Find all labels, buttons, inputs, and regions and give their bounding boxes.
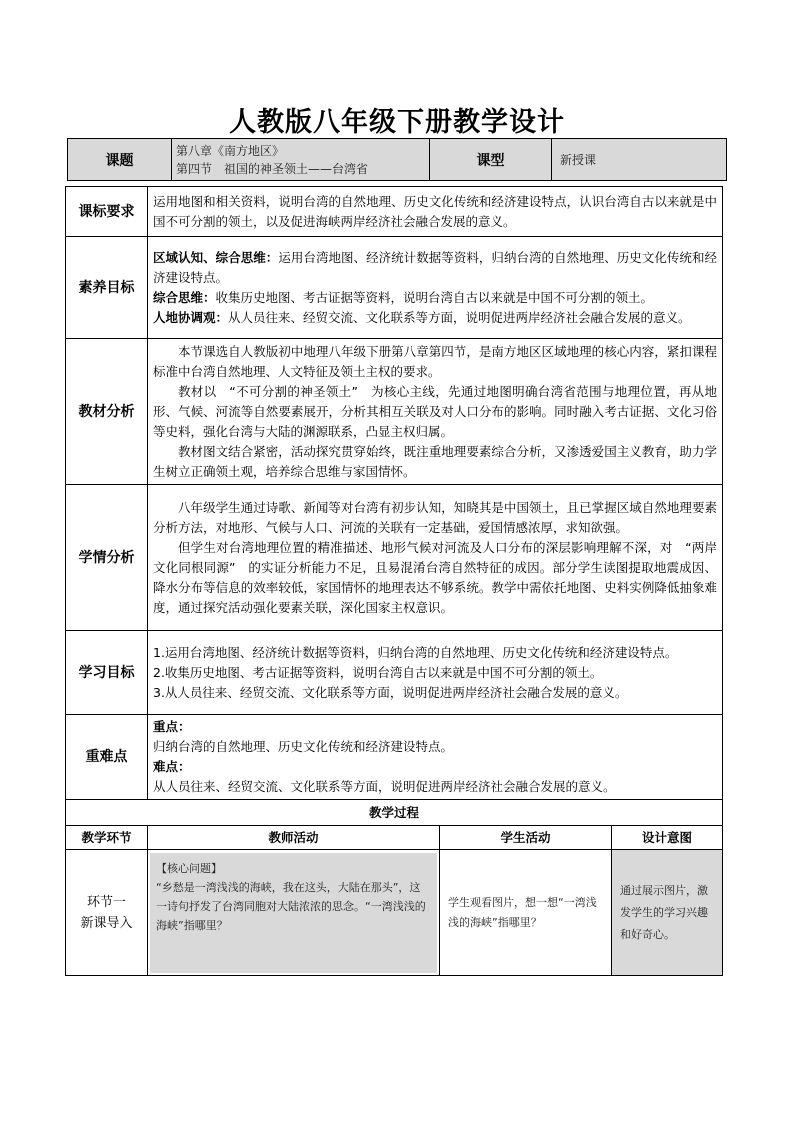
type-label: 课型 [430,139,552,181]
literacy-row [66,237,723,339]
chapter-text: 第八章《南方地区》 [176,143,285,158]
process-title: 教学过程 [66,800,723,826]
textbook-content [148,339,723,485]
keypoints-row [66,715,723,800]
textbook-paragraph: 教材图文结合紧密，活动探究贯穿始终，既注重地理要素综合分析，又渗透爱国主义教育，助力学生树立正确领土观，培养综合思维与家国情怀。 [153,443,718,479]
type-value: 新授课 [552,139,727,181]
difficulty-text: 从人员往来、经贸交流、文化联系等方面，说明促进两岸经济社会融合发展的意义。 [153,779,616,794]
design-intent-text: 通过展示图片，激发学生的学习兴趣和好奇心。 [620,883,708,941]
standards-label: 课标要求 [66,187,148,237]
literacy-item: 综合思维：收集历史地图、考古证据等资料，说明台湾自古以来就是中国不可分割的领土。 [153,289,654,305]
stage-cell [66,850,148,976]
teacher-activity-text: “乡愁是一湾浅浅的海峡，我在这头，大陆在那头”，这一诗句抒发了台湾同胞对大陆浓浓的思念。“一湾浅浅的海峡”指哪里？ [156,880,426,932]
stage-number: 环节一 [86,894,126,910]
col-student-header: 学生活动 [440,826,612,850]
process-title-row [66,800,723,826]
topic-value [172,139,430,181]
col-teacher-header: 教师活动 [148,826,440,850]
objectives-row [66,631,723,715]
difficulty-heading: 难点： [153,759,191,774]
literacy-content [148,237,723,339]
standards-row [66,187,723,237]
col-stage-header: 教学环节 [66,826,148,850]
textbook-paragraph: 本节课选自人教版初中地理八年级下册第八章第四节，是南方地区区域地理的核心内容，紧扣课程标准中台湾自然地理、人文特征及领土主权的要求。 [153,343,718,379]
literacy-item: 区域认知、综合思维：运用台湾地图、经济统计数据等资料，归纳台湾的自然地理、历史文化传统和经济建设特点。 [153,249,717,285]
topic-label: 课题 [68,139,172,181]
core-question-heading: 【核心问题】 [156,861,222,875]
objectives-content [148,631,723,715]
standards-text: 运用地图和相关资料，说明台湾的自然地理、历史文化传统和经济建设特点，认识台湾自古以来就是中国不可分割的领土，以及促进海峡两岸经济社会融合发展的意义。 [148,187,723,237]
document-title: 人教版八年级下册教学设计 [229,107,565,138]
learners-label: 学情分析 [66,485,148,631]
objectives-label: 学习目标 [66,631,148,715]
student-activity-text: 学生观看图片，想一想“一湾浅浅的海峡”指哪里？ [448,895,597,929]
objective-item: 1.运用台湾地图、经济统计数据等资料，归纳台湾的自然地理、历史文化传统和经济建设特点。 [153,644,678,660]
design-intent-cell [612,850,723,976]
keypoints-label: 重难点 [66,715,148,800]
textbook-paragraph: 教材以 “不可分割的神圣领土” 为核心主线，先通过地图明确台湾省范围与地理位置，再从地形、气候、河流等自然要素展开，分析其相互关联及对人口分布的影响。同时融入考古证据、文化习俗等史料，强化台湾与大陆的渊源联系，凸显主权归属。 [153,383,718,439]
literacy-label: 素养目标 [66,237,148,339]
learners-paragraph: 八年级学生通过诗歌、新闻等对台湾有初步认知，知晓其是中国领土，且已掌握区域自然地理要素分析方法，对地形、气候与人口、河流的关联有一定基础，爱国情感浓厚，求知欲强。 [153,499,718,535]
objective-item: 3.从人员往来、经贸交流、文化联系等方面，说明促进两岸经济社会融合发展的意义。 [153,684,628,700]
textbook-row [66,339,723,485]
section-text: 第四节 祖国的神圣领土——台湾省 [176,161,369,176]
lesson-plan-table [65,186,723,976]
teacher-activity-cell [148,850,440,976]
teacher-activity-box [150,853,437,973]
textbook-label: 教材分析 [66,339,148,485]
student-activity-cell [440,850,612,976]
objective-item: 2.收集历史地图、考古证据等资料，说明台湾自古以来就是中国不可分割的领土。 [153,664,603,680]
process-header-row [66,826,723,850]
keypoints-content [148,715,723,800]
literacy-item: 人地协调观：从人员往来、经贸交流、文化联系等方面，说明促进两岸经济社会融合发展的意义。 [153,309,691,325]
learners-paragraph: 但学生对台湾地理位置的精准描述、地形气候对河流及人口分布的深层影响理解不深，对 “两岸文化同根同源” 的实证分析能力不足，且易混淆台湾自然特征的成因。部分学生读图提取地震成因、降水分布等信息的效率较低，家国情怀的地理表达不够系统。教学中需依托地图、史料实例降低抽象难度，通过探究活动强化要素关联，深化国家主权意识。 [153,539,718,615]
process-row [66,850,723,976]
key-point-heading: 重点： [153,719,191,734]
col-intent-header: 设计意图 [612,826,723,850]
lesson-header-table [67,138,727,181]
stage-name: 新课导入 [80,915,133,931]
learners-content [148,485,723,631]
key-point-text: 归纳台湾的自然地理、历史文化传统和经济建设特点。 [153,739,454,754]
learners-row [66,485,723,631]
